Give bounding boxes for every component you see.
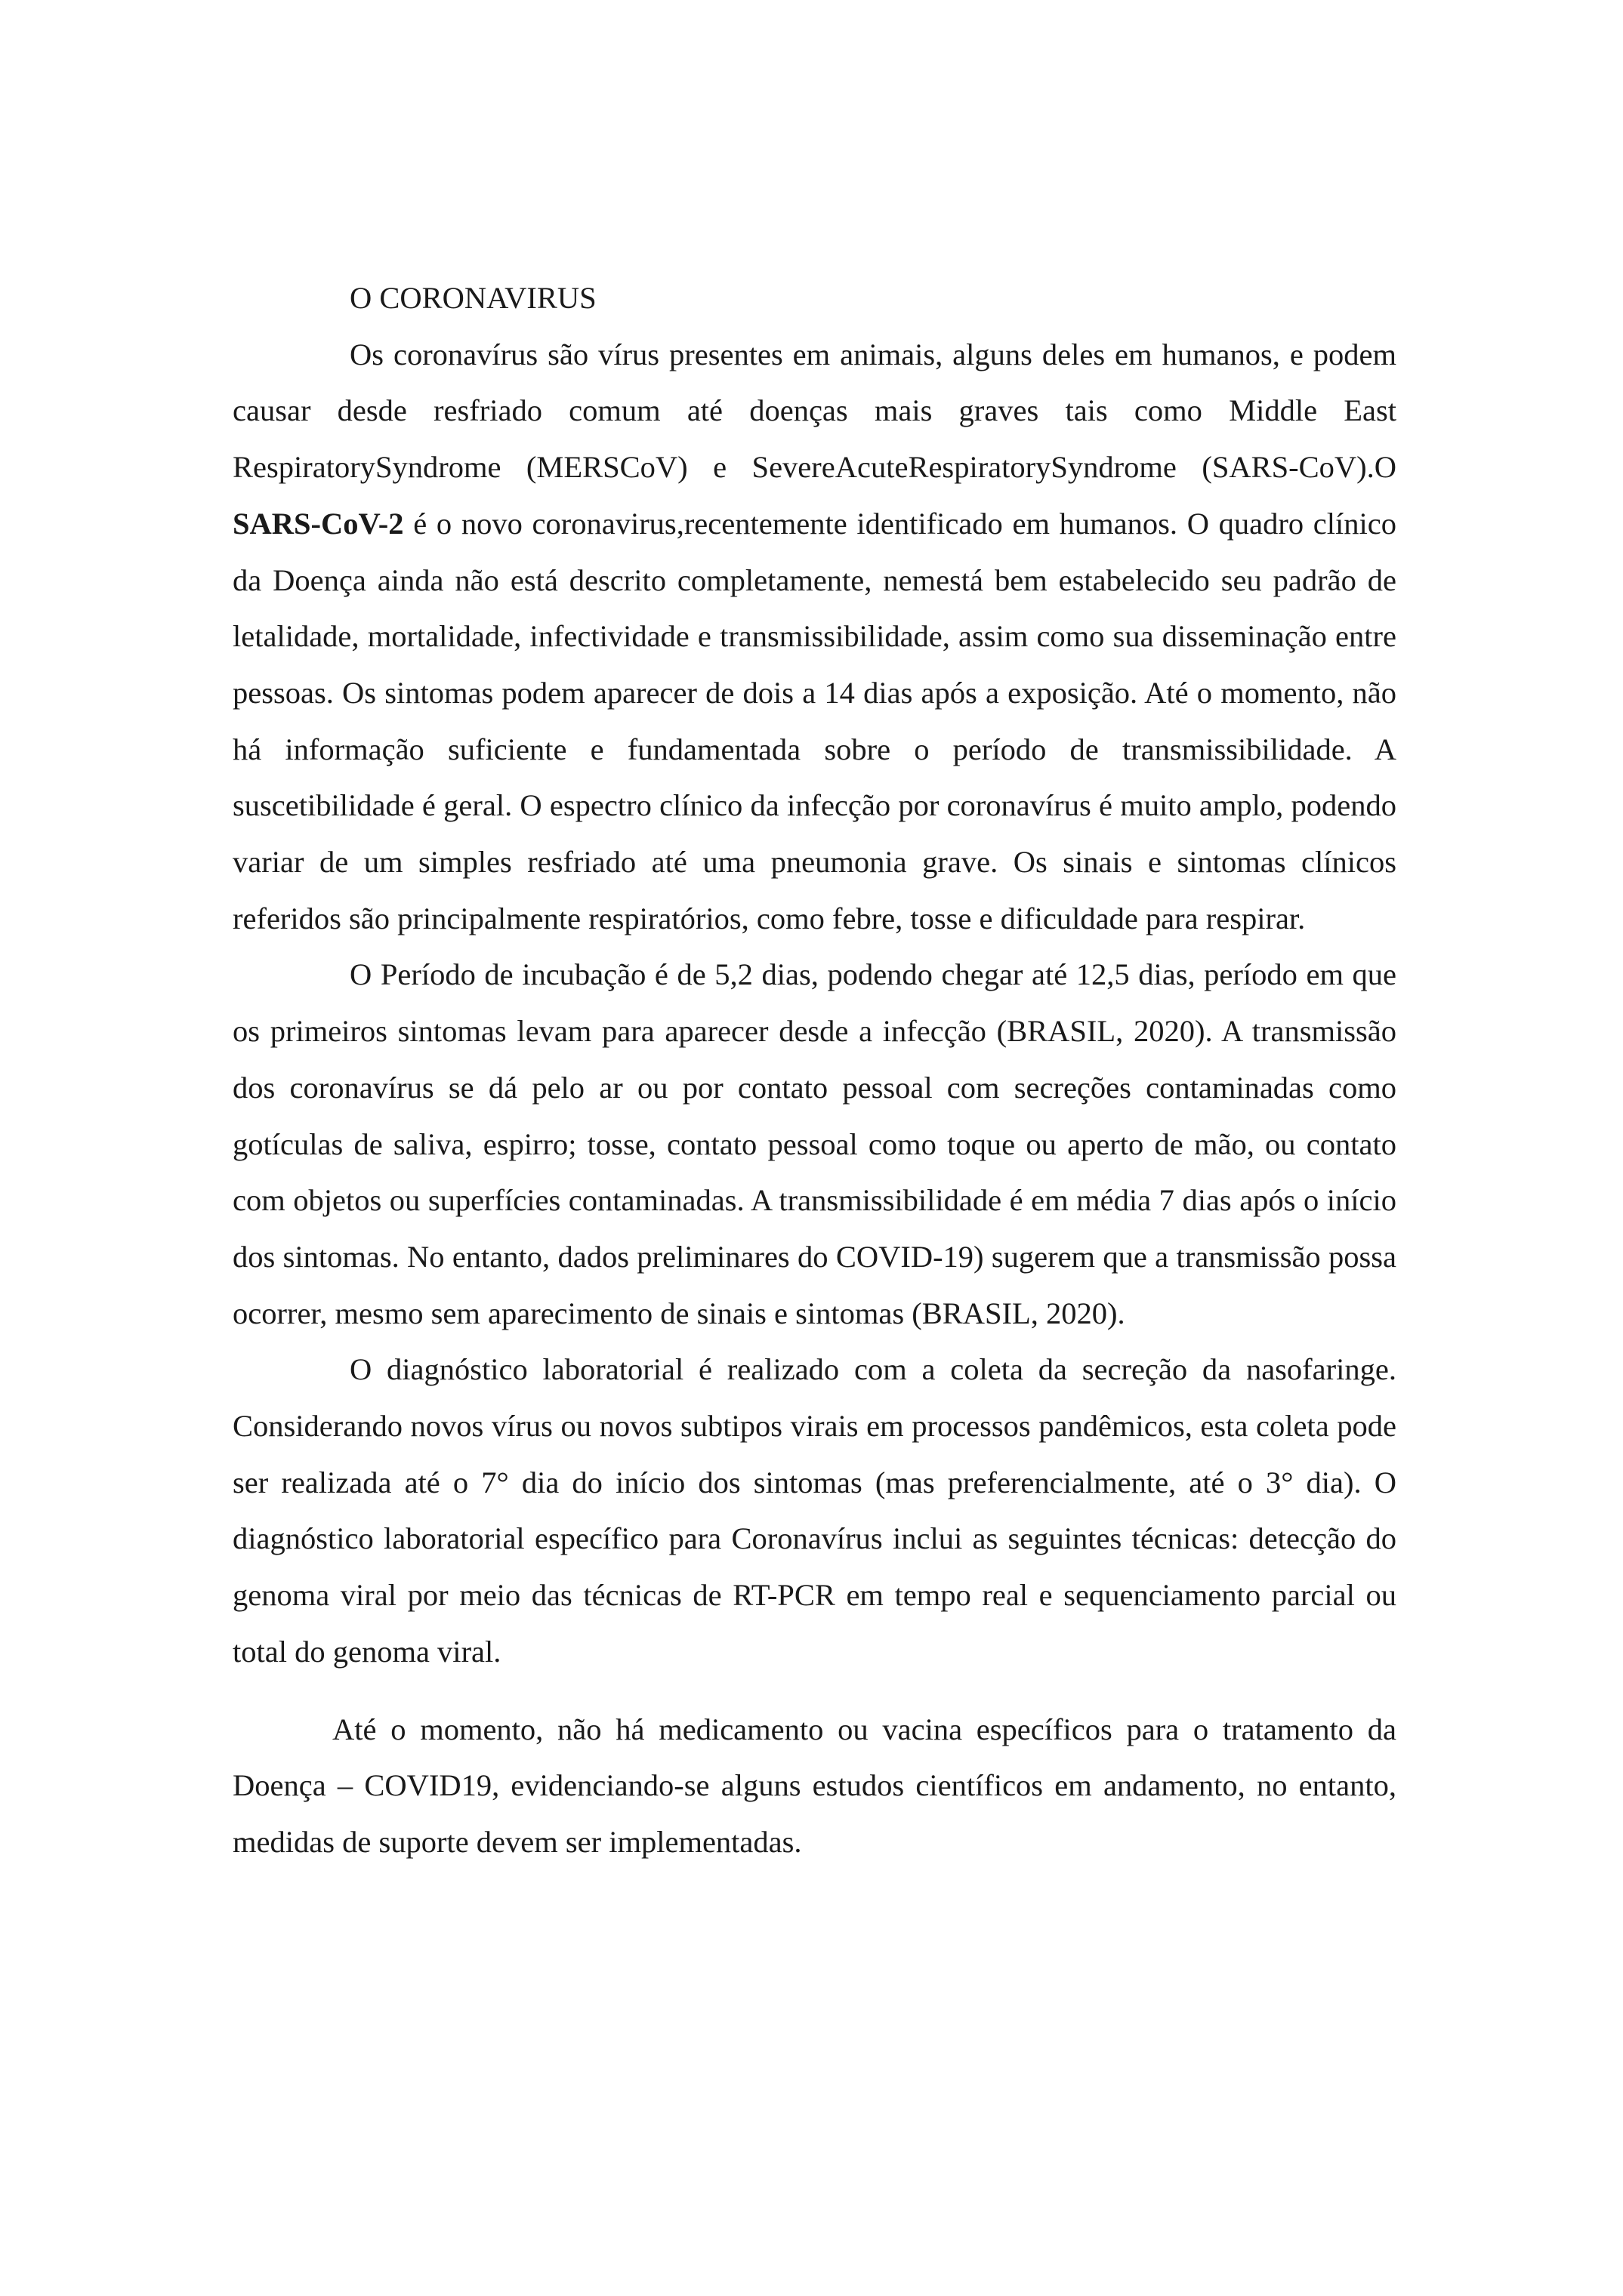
paragraph-treatment: Até o momento, não há medicamento ou vacina específicos para o tratamento da Doença – COVID19, evidenciando-se alguns estudos científicos em andamento, no entanto, medidas de suporte devem ser implementadas. [233, 1712, 1396, 1859]
bold-term-sars-cov-2: SARS-CoV-2 [233, 506, 404, 541]
paragraph-diagnosis: O diagnóstico laboratorial é realizado com a coleta da secreção da nasofaringe. Considerando novos vírus ou novos subtipos virais em processos pandêmicos, esta coleta pode ser realizada até o 7° dia do início dos sintomas (mas preferencialmente, até o 3° dia). O diagnóstico laboratorial específico para Coronavírus inclui as seguintes técnicas: detecção do genoma viral por meio das técnicas de RT-PCR em tempo real e sequenciamento parcial ou total do genoma viral. [233, 1352, 1396, 1669]
paragraph-coronavirus-intro [233, 327, 1396, 948]
section-heading: O CORONAVIRUS [350, 281, 597, 315]
paragraph-text: Os coronavírus são vírus presentes em animais, alguns deles em humanos, e podem causar desde resfriado comum até doenças mais graves tais como Middle East RespiratorySyndrome (MERSCoV) e SevereAcuteRespiratorySyndrome (SARS-CoV).O [233, 337, 1396, 485]
document-body [233, 270, 1396, 1871]
paragraph-incubation-transmission: O Período de incubação é de 5,2 dias, podendo chegar até 12,5 dias, período em que os primeiros sintomas levam para aparecer desde a infecção (BRASIL, 2020). A transmissão dos coronavírus se dá pelo ar ou por contato pessoal com secreções contaminadas como gotículas de saliva, espirro; tosse, contato pessoal como toque ou aperto de mão, ou contato com objetos ou superfícies contaminadas. A transmissibilidade é em média 7 dias após o início dos sintomas. No entanto, dados preliminares do COVID-19) sugerem que a transmissão possa ocorrer, mesmo sem aparecimento de sinais e sintomas (BRASIL, 2020). [233, 957, 1396, 1330]
paragraph-text: é o novo coronavirus,recentemente identificado em humanos. O quadro clínico da Doença ainda não está descrito completamente, nemestá bem estabelecido seu padrão de letalidade, mortalidade, infectividade e transmissibilidade, assim como sua disseminação entre pessoas. Os sintomas podem aparecer de dois a 14 dias após a exposição. Até o momento, não há informação suficiente e fundamentada sobre o período de transmissibilidade. A suscetibilidade é geral. O espectro clínico da infecção por coronavírus é muito amplo, podendo variar de um simples resfriado até uma pneumonia grave. Os sinais e sintomas clínicos referidos são principalmente respiratórios, como febre, tosse e dificuldade para respirar. [233, 506, 1396, 935]
